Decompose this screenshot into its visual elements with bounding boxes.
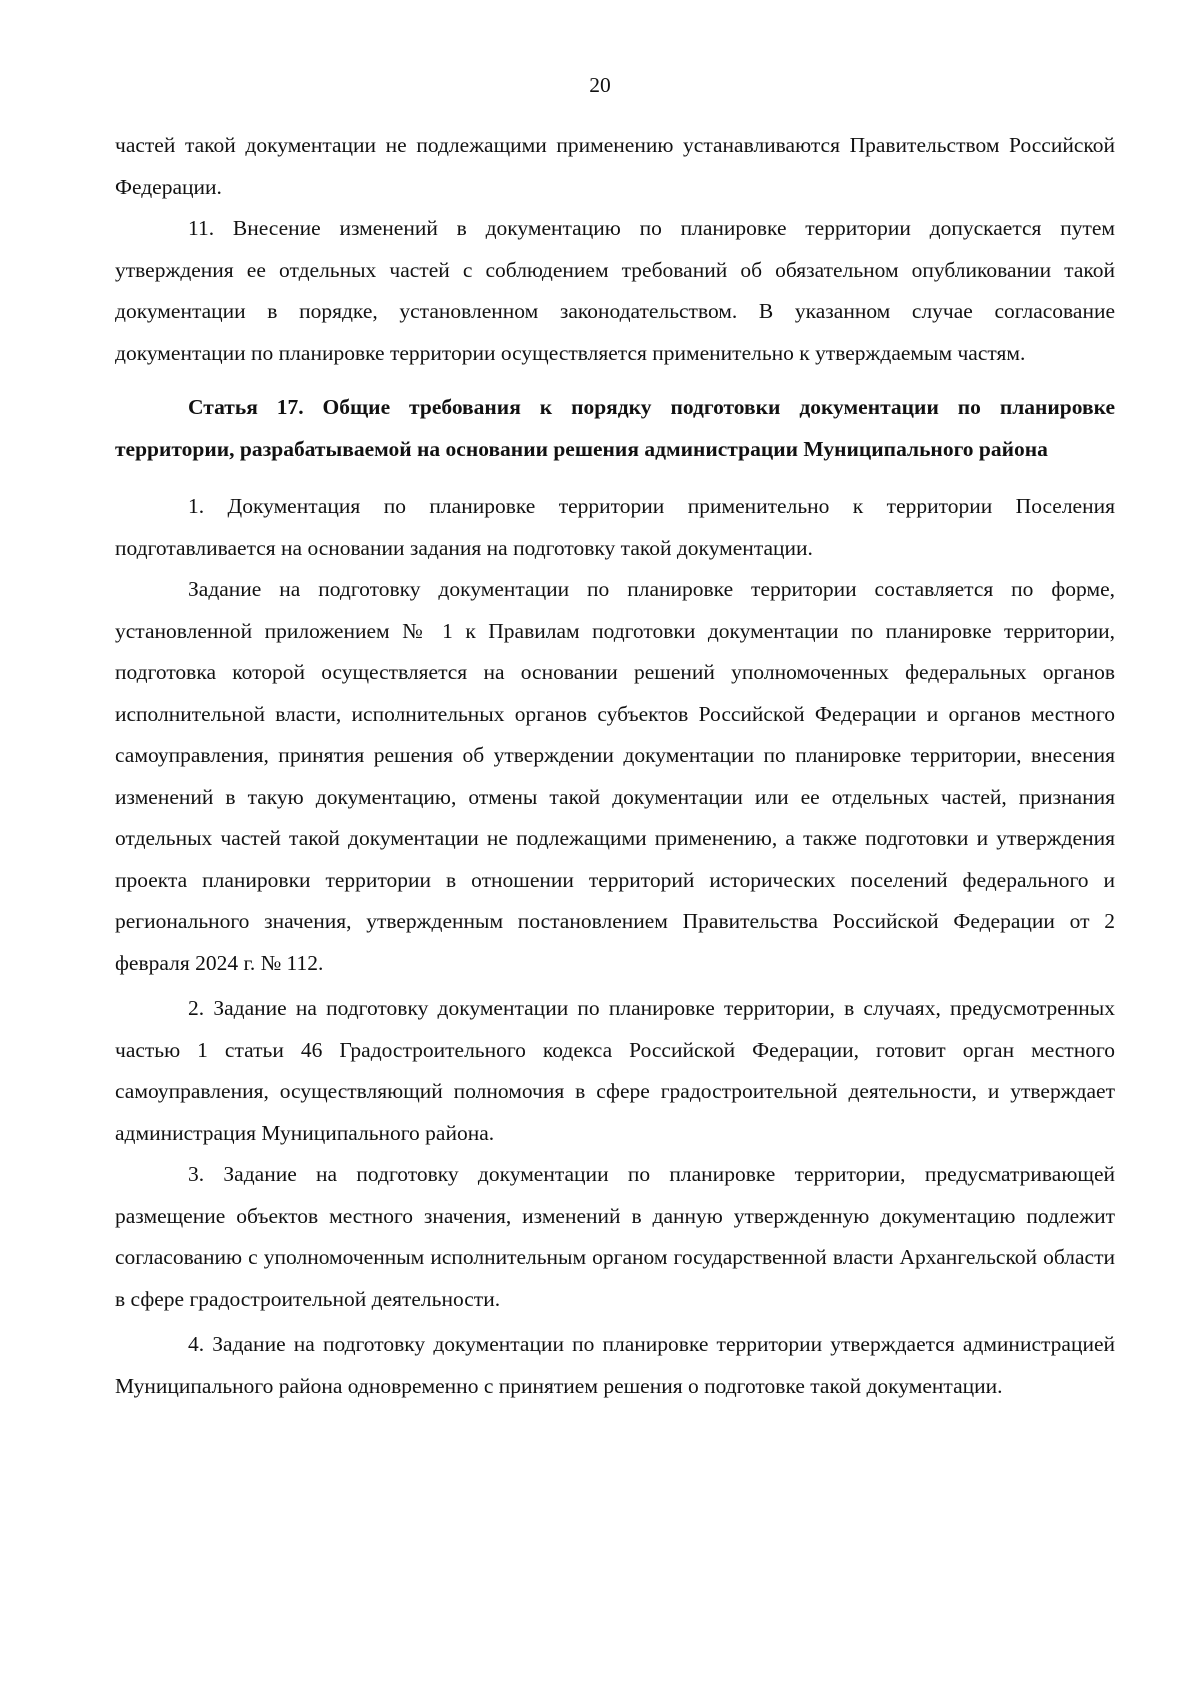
paragraph-item-3: 3. Задание на подготовку документации по планировке территории, предусматривающей размещение объектов местного значения, изменений в данную утвержденную документацию подлежит согласованию с уполномоченным исполнительным органом государственной власти Архангельской области в сфере градостроительной деятельности. <box>115 1162 1115 1311</box>
page-number: 20 <box>589 73 611 97</box>
paragraph-item-4: 4. Задание на подготовку документации по планировке территории утверждается администрацией Муниципального района одновременно с принятием решения о подготовке такой документации. <box>115 1332 1115 1398</box>
article-17-heading: Статья 17. Общие требования к порядку подготовки документации по планировке территории, разрабатываемой на основании решения администрации Муниципального района <box>115 395 1115 461</box>
paragraph-item-11: 11. Внесение изменений в документацию по планировке территории допускается путем утверждения ее отдельных частей с соблюдением требований об обязательном опубликовании такой документации в порядке, установленном законодательством. В указанном случае согласование документации по планировке территории осуществляется применительно к утверждаемым частям. <box>115 216 1115 365</box>
paragraph-item-1: 1. Документация по планировке территории применительно к территории Поселения подготавливается на основании задания на подготовку такой документации. <box>115 494 1115 560</box>
document-body <box>115 125 1115 1407</box>
paragraph-item-2: 2. Задание на подготовку документации по планировке территории, в случаях, предусмотренных частью 1 статьи 46 Градостроительного кодекса Российской Федерации, готовит орган местного самоуправления, осуществляющий полномочия в сфере градостроительной деятельности, и утверждает администрация Муниципального района. <box>115 996 1115 1145</box>
paragraph-continuation: частей такой документации не подлежащими применению устанавливаются Правительством Российской Федерации. <box>115 133 1115 199</box>
paragraph-task-form: Задание на подготовку документации по планировке территории составляется по форме, установленной приложением № 1 к Правилам подготовки документации по планировке территории, подготовка которой осуществляется на основании решений уполномоченных федеральных органов исполнительной власти, исполнительных органов субъектов Российской Федерации и органов местного самоуправления, принятия решения об утверждении документации по планировке территории, внесения изменений в такую документацию, отмены такой документации или ее отдельных частей, признания отдельных частей такой документации не подлежащими применению, а также подготовки и утверждения проекта планировки территории в отношении территорий исторических поселений федерального и регионального значения, утвержденным постановлением Правительства Российской Федерации от 2 февраля 2024 г. № 112. <box>115 577 1115 975</box>
